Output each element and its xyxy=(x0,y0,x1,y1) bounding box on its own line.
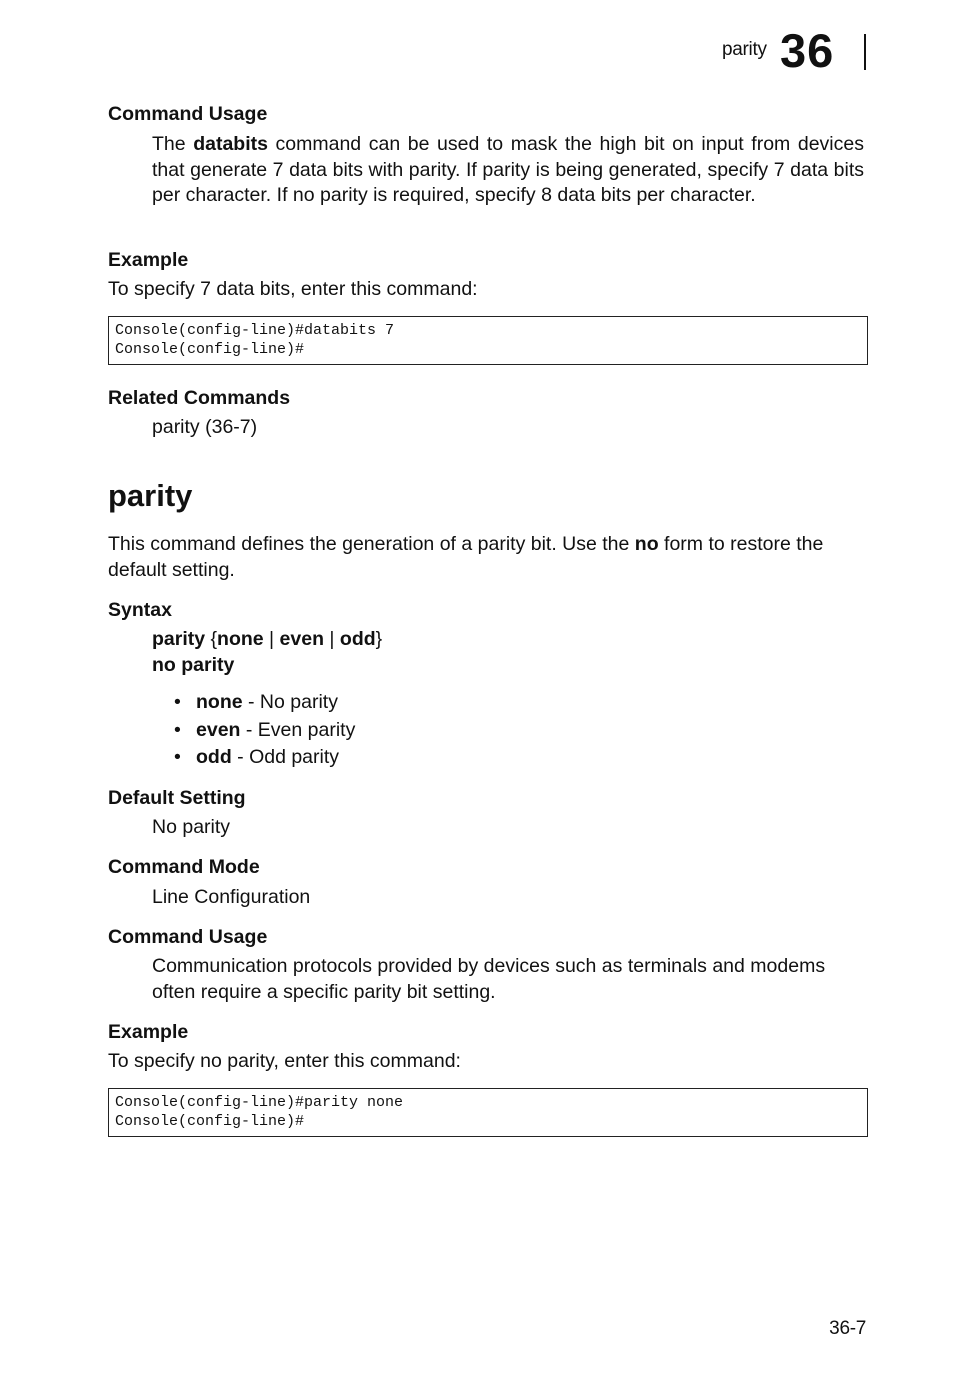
syntax-option: even xyxy=(279,628,324,650)
command-usage-text: Communication protocols provided by devices such as terminals and modems often require a specific parity bit setting. xyxy=(152,955,826,1003)
list-item xyxy=(174,689,355,717)
option-term: even xyxy=(196,718,241,741)
code-line: Console(config-line)# xyxy=(115,341,305,358)
usage-command-name: databits xyxy=(193,133,268,155)
list-item xyxy=(174,744,355,772)
command-usage-heading: Command Usage xyxy=(108,103,268,125)
syntax-no-form xyxy=(152,653,234,679)
syntax-brace-close: } xyxy=(375,628,383,650)
command-mode-text: Line Configuration xyxy=(152,886,311,908)
code-line: Console(config-line)#parity none xyxy=(115,1094,404,1111)
command-mode-heading: Command Mode xyxy=(108,856,260,878)
desc-post: form to restore the default setting. xyxy=(108,533,824,581)
code-example-block xyxy=(108,1088,868,1137)
related-commands-text: parity (36-7) xyxy=(152,416,258,438)
usage-text-pre: The xyxy=(152,133,194,155)
desc-bold: no xyxy=(634,533,659,555)
syntax-brace-open: { xyxy=(205,628,218,650)
syntax-heading: Syntax xyxy=(108,599,172,621)
default-setting-text: No parity xyxy=(152,816,231,838)
related-commands-heading: Related Commands xyxy=(108,387,291,409)
command-usage-text xyxy=(152,132,864,209)
option-desc: - Odd parity xyxy=(231,746,340,768)
default-setting-heading: Default Setting xyxy=(108,787,246,809)
option-desc: - Even parity xyxy=(240,718,356,741)
header-divider xyxy=(864,34,866,70)
command-usage-heading: Command Usage xyxy=(108,926,268,948)
option-term: odd xyxy=(196,746,232,768)
code-line: Console(config-line)# xyxy=(115,1113,305,1130)
list-item xyxy=(174,717,355,745)
syntax-separator: | xyxy=(324,628,340,650)
code-line: Console(config-line)#databits 7 xyxy=(115,322,395,339)
syntax-separator: | xyxy=(263,628,280,650)
page-number: 36-7 xyxy=(829,1318,866,1339)
running-header-section: parity xyxy=(722,39,767,60)
parameter-list xyxy=(174,689,355,772)
example-heading: Example xyxy=(108,1021,189,1043)
section-description xyxy=(108,532,860,583)
syntax-command: parity xyxy=(152,628,206,650)
example-text: To specify no parity, enter this command: xyxy=(108,1050,461,1072)
desc-pre: This command defines the generation of a parity bit. Use the xyxy=(108,533,635,555)
option-term: none xyxy=(196,691,243,713)
syntax-option: odd xyxy=(339,628,376,650)
option-desc: - No parity xyxy=(242,691,338,713)
syntax-line xyxy=(152,627,382,653)
example-heading: Example xyxy=(108,249,189,271)
syntax-option: none xyxy=(217,628,264,650)
section-title: parity xyxy=(108,478,193,513)
usage-text-post: command can be used to mask the high bit on input from devices that generate 7 data bits with parity. If parity is being generated, specify 7 data bits per character. If no parity is required, specify 8 data bits per character. xyxy=(152,133,864,206)
code-example-block xyxy=(108,316,868,365)
syntax-no-command: no parity xyxy=(152,654,235,676)
example-text: To specify 7 data bits, enter this command: xyxy=(108,278,478,300)
chapter-number: 36 xyxy=(780,24,835,77)
